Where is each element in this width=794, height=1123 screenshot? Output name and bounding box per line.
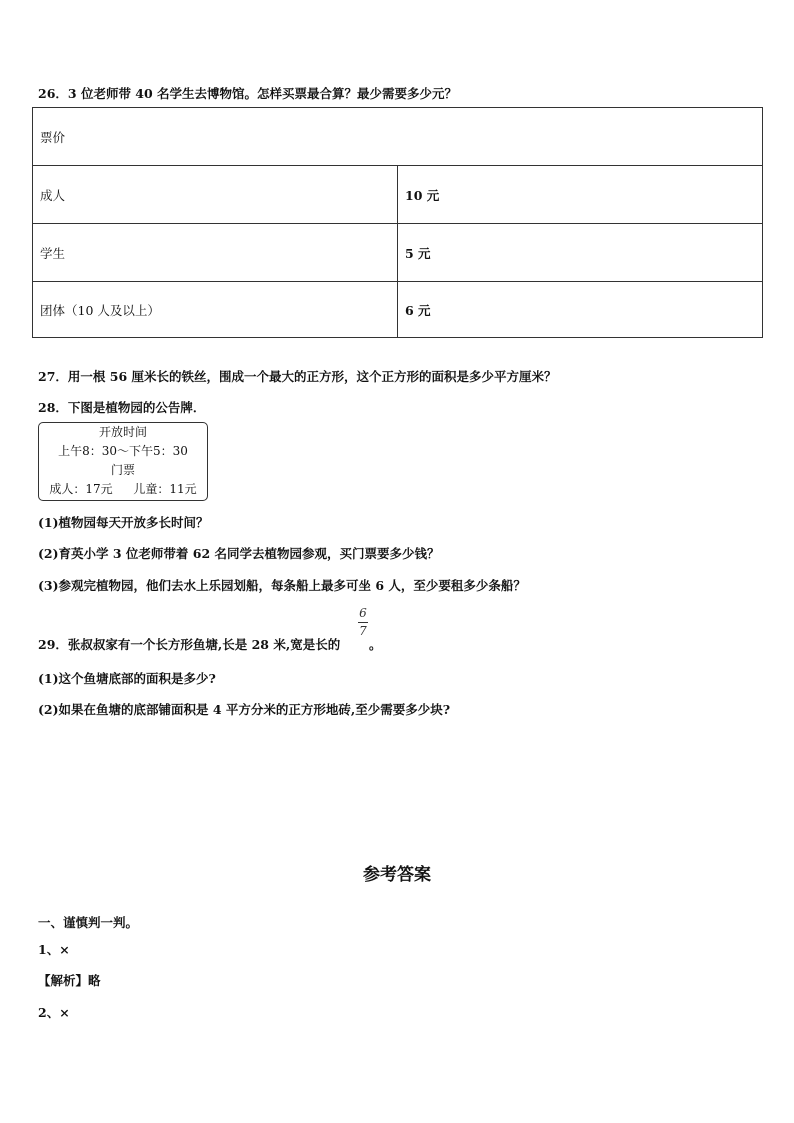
- table-header: 票价: [33, 108, 763, 166]
- notice-board: [38, 422, 208, 501]
- fraction-numerator: 6: [359, 606, 367, 620]
- table-row: [33, 282, 763, 338]
- question-29-sub1: (1)这个鱼塘底部的面积是多少?: [38, 671, 216, 686]
- question-29-tail: 。: [369, 637, 382, 652]
- notice-ticket-title: 门票: [110, 463, 135, 477]
- answers-title: 参考答案: [363, 865, 431, 885]
- question-26: 26．3 位老师带 40 名学生去博物馆。怎样买票最合算？最少需要多少元？: [38, 86, 458, 101]
- notice-opening-hours: 上午8：30～下午5：30: [58, 444, 188, 458]
- answer-2: 2、×: [38, 1005, 70, 1020]
- fraction-denominator: 7: [359, 624, 367, 638]
- question-28-sub3: (3)参观完植物园，他们去水上乐园划船，每条船上最多可坐 6 人，至少要租多少条船？: [38, 578, 526, 593]
- row-price: 5 元: [398, 224, 763, 282]
- row-label: 学生: [33, 224, 398, 282]
- answers-section-heading: 一、谨慎判一判。: [38, 915, 139, 930]
- row-price: 10 元: [398, 166, 763, 224]
- row-price: 6 元: [398, 282, 763, 338]
- question-28-sub2: (2)育英小学 3 位老师带着 62 名同学去植物园参观，买门票要多少钱？: [38, 546, 440, 561]
- notice-child-price: 儿童：11元: [133, 482, 197, 496]
- fraction-six-sevenths: [357, 607, 369, 638]
- fraction-bar: [358, 622, 368, 623]
- notice-adult-price: 成人：17元: [49, 482, 113, 496]
- ticket-price-table: [32, 107, 763, 338]
- notice-opening-title: 开放时间: [98, 425, 147, 439]
- row-label: 成人: [33, 166, 398, 224]
- question-28: 28．下图是植物园的公告牌．: [38, 400, 206, 415]
- question-28-sub1: (1)植物园每天开放多长时间？: [38, 515, 209, 530]
- table-row: [33, 224, 763, 282]
- table-row: [33, 166, 763, 224]
- answer-1-note: 【解析】略: [38, 973, 101, 988]
- row-label: 团体（10 人及以上）: [33, 282, 398, 338]
- question-29: 29．张叔叔家有一个长方形鱼塘,长是 28 米,宽是长的: [38, 637, 341, 652]
- question-29-sub2: (2)如果在鱼塘的底部铺面积是 4 平方分米的正方形地砖,至少需要多少块?: [38, 702, 451, 717]
- question-27: 27．用一根 56 厘米长的铁丝，围成一个最大的正方形，这个正方形的面积是多少平方厘米？: [38, 369, 557, 384]
- answer-1: 1、×: [38, 942, 70, 957]
